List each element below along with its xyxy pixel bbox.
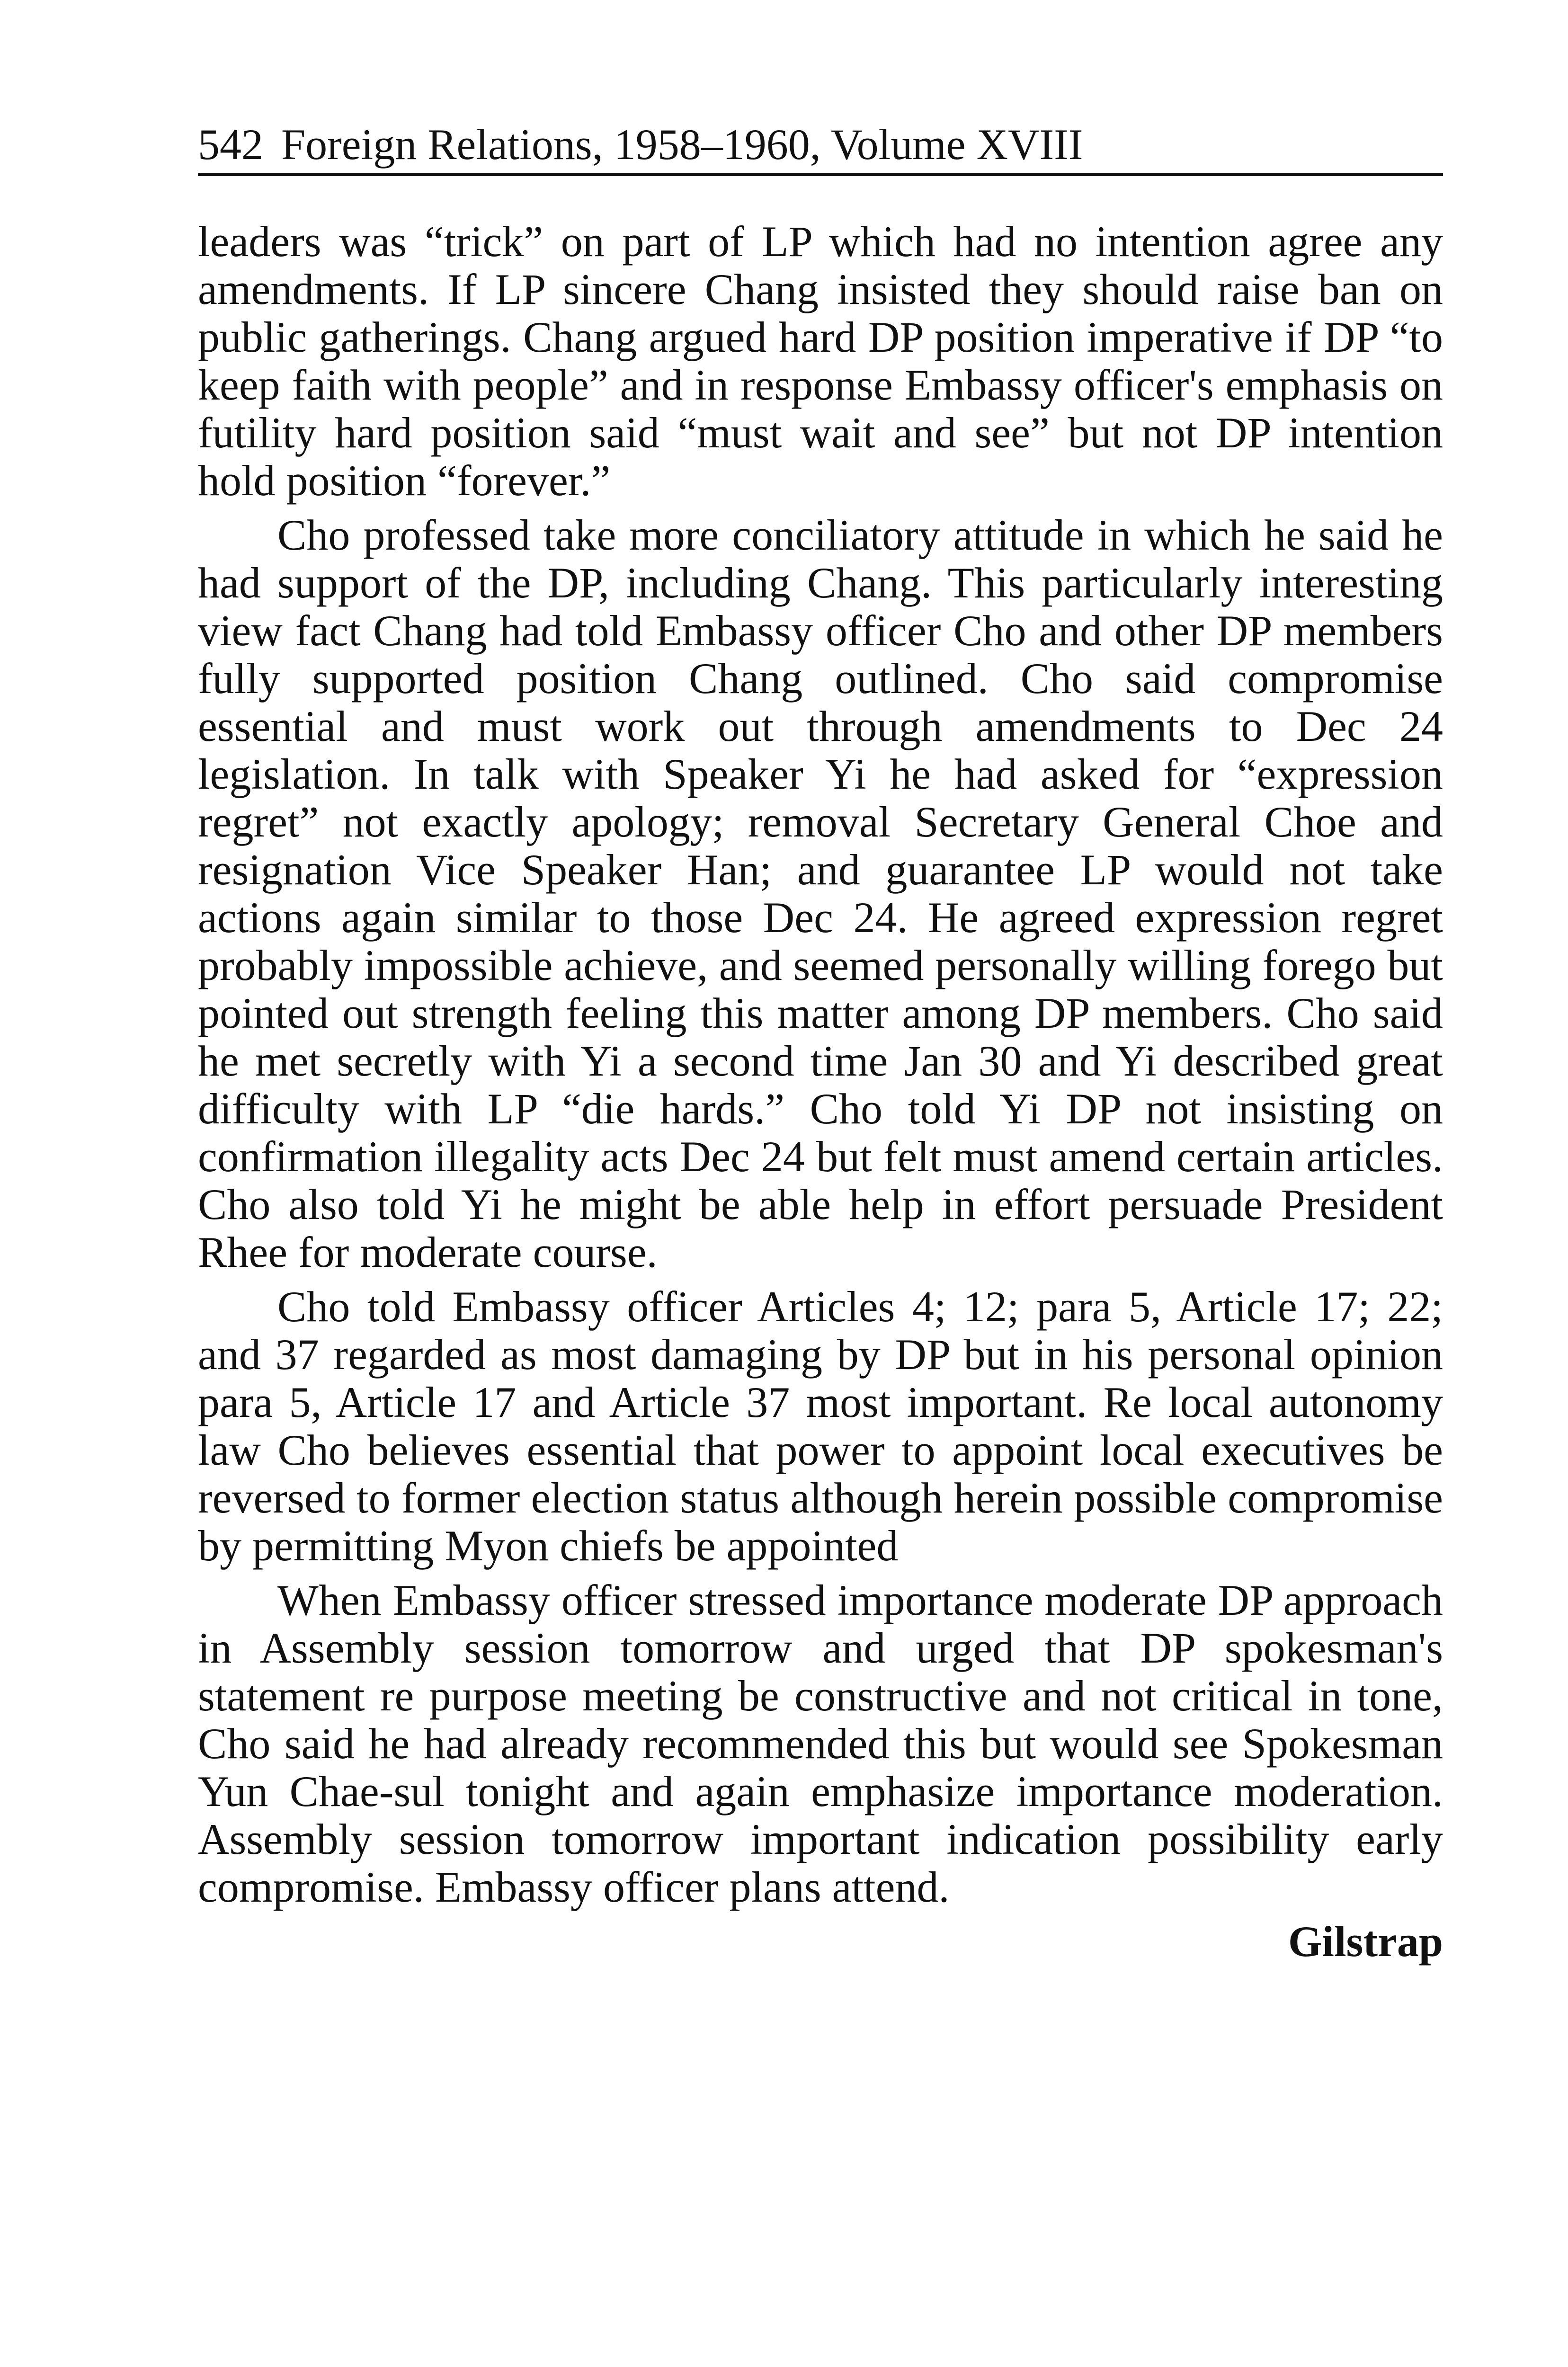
document-body — [198, 218, 1443, 1966]
signature: Gilstrap — [1288, 1917, 1443, 1966]
paragraph: Cho told Embassy officer Articles 4; 12; para 5, Article 17; 22; and 37 regarded as most damaging by DP but in his personal opinion para 5, Article 17 and Article 37 most important. Re local autonomy law Cho believes essential that power to appoint local executives be reversed to former election status although herein possible compromise by permitting Myon chiefs be appointed — [198, 1282, 1443, 1570]
running-title: Foreign Relations, 1958–1960, Volume XVIII — [281, 120, 1083, 169]
paragraph-continued: leaders was “trick” on part of LP which had no intention agree any amendments. If LP sincere Chang insisted they should raise ban on public gatherings. Chang argued hard DP position imperative if DP “to keep faith with people” and in response Embassy officer's emphasis on futility hard position said “must wait and see” but not DP intention hold position “forever.” — [198, 217, 1443, 505]
paragraph: Cho professed take more conciliatory attitude in which he said he had support of the DP, including Chang. This particularly interesting view fact Chang had told Embassy officer Cho and other DP members fully supported position Chang outlined. Cho said compromise essential and must work out through amendments to Dec 24 legislation. In talk with Speaker Yi he had asked for “expression regret” not exactly apology; removal Secretary General Choe and resignation Vice Speaker Han; and guarantee LP would not take actions again similar to those Dec 24. He agreed expression regret probably impossible achieve, and seemed personally willing forego but pointed out strength feeling this matter among DP members. Cho said he met secretly with Yi a second time Jan 30 and Yi described great difficulty with LP “die hards.” Cho told Yi DP not insisting on confirmation illegality acts Dec 24 but felt must amend certain articles. Cho also told Yi he might be able help in effort persuade President Rhee for moderate course. — [198, 511, 1443, 1276]
paragraph: When Embassy officer stressed importance moderate DP approach in Assembly session tomorrow and urged that DP spokesman's statement re purpose meeting be constructive and not critical in tone, Cho said he had already recommended this but would see Spokesman Yun Chae-sul tonight and again emphasize importance moderation. Assembly session tomorrow important indication possibility early compromise. Embassy officer plans attend. — [198, 1576, 1443, 1911]
page-number: 542 — [198, 120, 263, 169]
running-header — [198, 120, 1443, 176]
